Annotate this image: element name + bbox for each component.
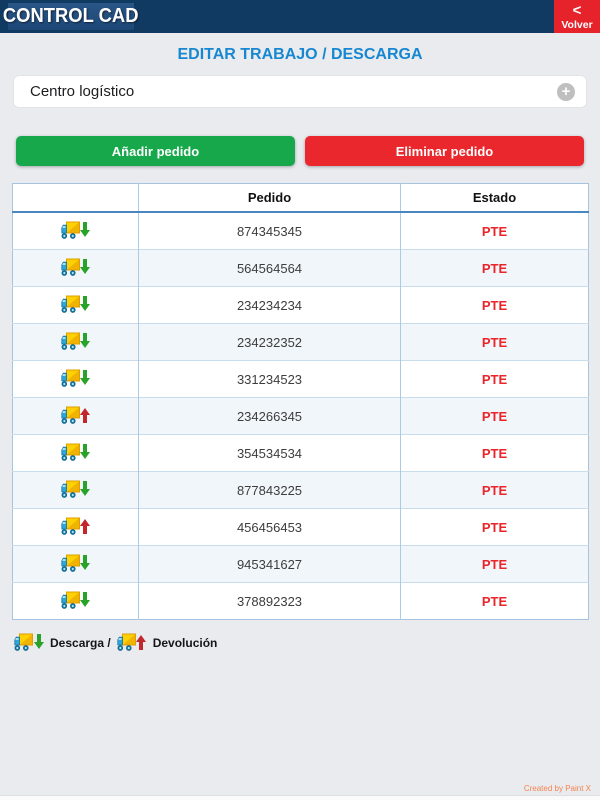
legend (14, 633, 600, 653)
table-row[interactable] (13, 361, 589, 398)
estado-cell (401, 324, 589, 361)
delete-order-button[interactable]: Eliminar pedido (305, 136, 584, 166)
direction-arrow-icon (80, 296, 91, 312)
app-header (0, 0, 600, 33)
pedido-cell: 331234523 (139, 361, 401, 398)
estado-cell (401, 287, 589, 324)
bottom-strip (0, 795, 600, 800)
centro-logistico-label: Centro logístico (30, 83, 135, 100)
legend-descarga-label: Descarga / (50, 636, 111, 650)
pedido-cell: 234232352 (139, 324, 401, 361)
truck-icon (61, 554, 91, 574)
direction-arrow-icon (80, 333, 91, 349)
orders-table (12, 183, 589, 620)
up-arrow-icon (136, 634, 147, 650)
direction-arrow-icon (80, 222, 91, 238)
truck-icon (61, 591, 91, 611)
estado-cell (401, 509, 589, 546)
back-button-label: Volver (561, 18, 593, 31)
estado-column-header: Estado (401, 184, 589, 213)
direction-arrow-icon (80, 592, 91, 608)
pedido-column-header: Pedido (139, 184, 401, 213)
truck-cell (13, 546, 139, 583)
status-badge: PTE (481, 593, 508, 609)
estado-cell (401, 398, 589, 435)
truck-cell (13, 287, 139, 324)
status-badge: PTE (481, 408, 508, 424)
estado-cell (401, 435, 589, 472)
direction-arrow-icon (80, 444, 91, 460)
truck-cell (13, 212, 139, 250)
estado-cell (401, 472, 589, 509)
table-row[interactable] (13, 435, 589, 472)
add-circle-icon[interactable]: + (557, 83, 575, 101)
status-badge: PTE (481, 260, 508, 276)
truck-cell (13, 398, 139, 435)
table-row[interactable] (13, 398, 589, 435)
estado-cell (401, 212, 589, 250)
pedido-cell: 456456453 (139, 509, 401, 546)
table-row[interactable] (13, 287, 589, 324)
action-buttons (16, 136, 584, 166)
truck-cell (13, 324, 139, 361)
status-badge: PTE (481, 297, 508, 313)
pedido-cell: 877843225 (139, 472, 401, 509)
table-row[interactable] (13, 212, 589, 250)
status-badge: PTE (481, 519, 508, 535)
direction-arrow-icon (80, 370, 91, 386)
estado-cell (401, 583, 589, 620)
table-header-row (13, 184, 589, 213)
truck-icon (61, 295, 91, 315)
truck-icon (61, 443, 91, 463)
pedido-cell: 564564564 (139, 250, 401, 287)
add-order-button[interactable]: Añadir pedido (16, 136, 295, 166)
watermark: Created by Paint X (523, 784, 591, 793)
table-row[interactable] (13, 509, 589, 546)
truck-icon (61, 221, 91, 241)
truck-return-icon (117, 633, 147, 653)
direction-arrow-icon (80, 481, 91, 497)
down-arrow-icon (33, 634, 44, 650)
table-row[interactable] (13, 250, 589, 287)
truck-icon (61, 517, 91, 537)
table-row[interactable] (13, 472, 589, 509)
app-logo-text: CONTROL CAD (3, 5, 139, 27)
direction-arrow-icon (80, 555, 91, 571)
table-row[interactable] (13, 583, 589, 620)
direction-arrow-icon (80, 407, 91, 423)
truck-cell (13, 250, 139, 287)
truck-icon (61, 258, 91, 278)
truck-icon (61, 332, 91, 352)
pedido-cell: 234234234 (139, 287, 401, 324)
pedido-cell: 378892323 (139, 583, 401, 620)
status-badge: PTE (481, 334, 508, 350)
truck-cell (13, 509, 139, 546)
table-row[interactable] (13, 546, 589, 583)
estado-cell (401, 250, 589, 287)
table-row[interactable] (13, 324, 589, 361)
truck-icon (61, 480, 91, 500)
legend-devolucion-label: Devolución (152, 636, 218, 650)
page-title: EDITAR TRABAJO / DESCARGA (177, 46, 423, 63)
truck-cell (13, 472, 139, 509)
status-badge: PTE (481, 223, 508, 239)
pedido-cell: 874345345 (139, 212, 401, 250)
status-badge: PTE (481, 445, 508, 461)
truck-icon (61, 369, 91, 389)
app-logo (3, 3, 139, 30)
back-chevron-icon: < (572, 1, 582, 19)
truck-cell (13, 361, 139, 398)
truck-icon (61, 406, 91, 426)
icon-column-header (13, 184, 139, 213)
pedido-cell: 234266345 (139, 398, 401, 435)
centro-logistico-selector[interactable] (13, 75, 587, 108)
estado-cell (401, 361, 589, 398)
back-button[interactable] (554, 0, 600, 33)
pedido-cell: 945341627 (139, 546, 401, 583)
truck-download-icon (14, 633, 44, 653)
status-badge: PTE (481, 371, 508, 387)
status-badge: PTE (481, 482, 508, 498)
truck-cell (13, 583, 139, 620)
estado-cell (401, 546, 589, 583)
direction-arrow-icon (80, 259, 91, 275)
truck-cell (13, 435, 139, 472)
direction-arrow-icon (80, 518, 91, 534)
pedido-cell: 354534534 (139, 435, 401, 472)
status-badge: PTE (481, 556, 508, 572)
